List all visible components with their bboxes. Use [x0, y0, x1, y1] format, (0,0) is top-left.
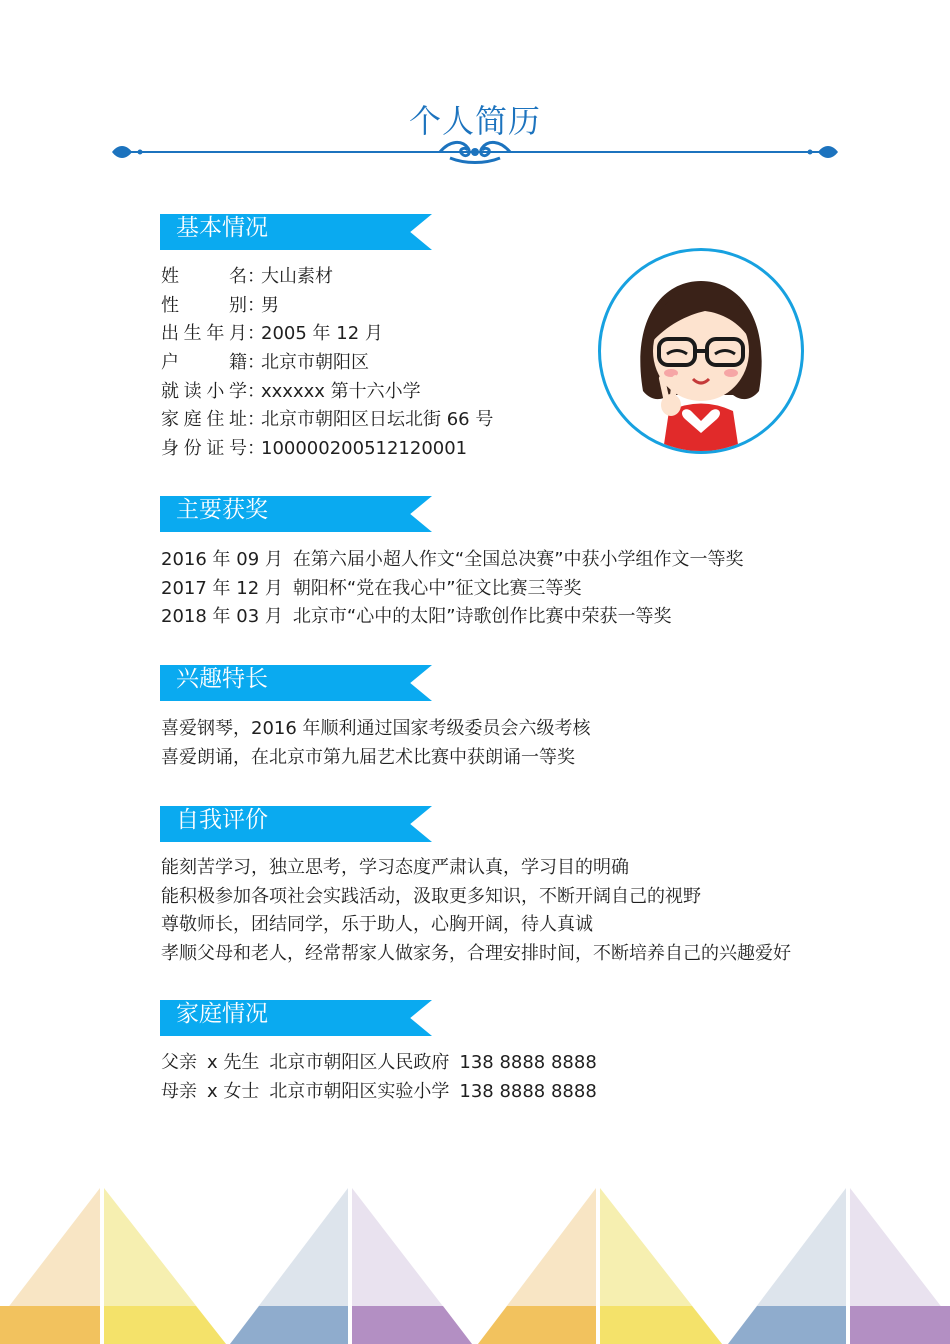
family-work: 北京市朝阳区人民政府 [269, 1052, 450, 1073]
field-label: 身份证号 [161, 438, 247, 459]
award-date: 2018 年 03 月 [161, 606, 283, 627]
award-date: 2017 年 12 月 [161, 578, 283, 599]
section-title-family: 家庭情况 [176, 1001, 268, 1027]
award-text: 北京市“心中的太阳”诗歌创作比赛中荣获一等奖 [292, 606, 672, 627]
hobby-item: 喜爱朗诵，在北京市第九届艺术比赛中获朗诵一等奖 [161, 747, 575, 768]
family-name: x 先生 [207, 1052, 260, 1073]
field-label: 家庭住址 [161, 409, 247, 430]
field-colon: ： [247, 323, 265, 344]
field-colon: ： [247, 381, 265, 402]
family-relation: 父亲 [161, 1052, 197, 1073]
field-row-address [161, 409, 493, 431]
field-value: 大山素材 [261, 266, 333, 287]
field-colon: ： [247, 266, 265, 287]
family-member-row [161, 1081, 597, 1103]
field-row-school [161, 381, 421, 403]
award-item [161, 606, 672, 628]
family-relation: 母亲 [161, 1081, 197, 1102]
field-row-id [161, 438, 467, 460]
self-eval-item: 尊敬师长，团结同学，乐于助人，心胸开阔，待人真诚 [161, 914, 593, 935]
section-title-hobbies: 兴趣特长 [176, 666, 268, 692]
field-value: xxxxxx 第十六小学 [261, 381, 421, 402]
field-row-name [161, 266, 333, 288]
section-title-awards: 主要获奖 [176, 497, 268, 523]
family-name: x 女士 [207, 1081, 260, 1102]
award-item [161, 549, 744, 571]
field-row-birth [161, 323, 383, 345]
field-label: 姓名 [161, 266, 247, 287]
section-title-basic: 基本情况 [176, 215, 268, 241]
field-value: 2005 年 12 月 [261, 323, 383, 344]
field-value: 北京市朝阳区日坛北街 66 号 [261, 409, 494, 430]
self-eval-item: 孝顺父母和老人，经常帮家人做家务，合理安排时间，不断培养自己的兴趣爱好 [161, 943, 791, 964]
award-text: 在第六届小超人作文“全国总决赛”中获小学组作文一等奖 [292, 549, 744, 570]
decorative-triangle-border [0, 1188, 950, 1344]
self-eval-item: 能积极参加各项社会实践活动，汲取更多知识，不断开阔自己的视野 [161, 886, 701, 907]
self-eval-item: 能刻苦学习，独立思考，学习态度严肃认真，学习目的明确 [161, 857, 629, 878]
field-label: 就读小学 [161, 381, 247, 402]
hobby-item: 喜爱钢琴，2016 年顺利通过国家考级委员会六级考核 [161, 718, 591, 739]
field-value: 北京市朝阳区 [261, 352, 369, 373]
field-colon: ： [247, 438, 265, 459]
field-label: 性别 [161, 295, 247, 316]
field-value: 100000200512120001 [261, 438, 468, 459]
field-label: 出生年月 [161, 323, 247, 344]
family-member-row [161, 1052, 597, 1074]
cartoon-girl-avatar-icon [601, 251, 801, 451]
field-row-household [161, 352, 369, 374]
field-row-gender [161, 295, 279, 317]
title-divider-ornament [110, 138, 840, 166]
field-colon: ： [247, 352, 265, 373]
award-text: 朝阳杯“党在我心中”征文比赛三等奖 [292, 578, 582, 599]
avatar [598, 248, 804, 454]
award-item [161, 578, 582, 600]
family-work: 北京市朝阳区实验小学 [269, 1081, 450, 1102]
field-value: 男 [261, 295, 279, 316]
page-title: 个人简历 [408, 102, 541, 140]
award-date: 2016 年 09 月 [161, 549, 283, 570]
field-colon: ： [247, 295, 265, 316]
field-colon: ： [247, 409, 265, 430]
section-title-self: 自我评价 [176, 807, 268, 833]
family-phone: 138 8888 8888 [459, 1081, 597, 1102]
field-label: 户籍 [161, 352, 247, 373]
family-phone: 138 8888 8888 [459, 1052, 597, 1073]
